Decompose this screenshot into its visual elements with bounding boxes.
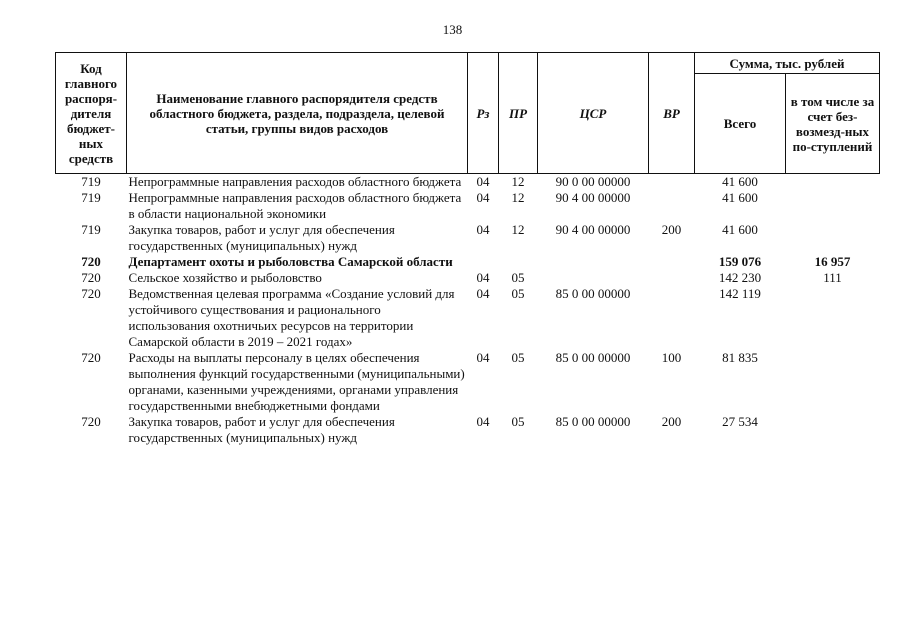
row-pr: 12 [511,190,525,205]
row-csr: 85 0 00 00000 [555,286,631,301]
row-pr: 05 [511,350,525,365]
header-rz: Рз [468,53,499,174]
row-free [786,222,880,254]
table-body [56,174,880,447]
row-csr: 85 0 00 00000 [555,414,631,429]
row-free [786,414,880,446]
row-free [786,350,880,414]
row-name: Непрограммные направления расходов областного бюджета в области национальной экономики [128,190,462,221]
header-vr: ВР [649,53,695,174]
row-pr: 12 [511,222,525,237]
row-free: 16 957 [814,254,851,269]
row-code: 720 [81,270,101,285]
row-pr: 05 [511,270,525,285]
row-vr: 200 [661,222,682,237]
row-total: 27 534 [722,414,758,429]
row-csr: 85 0 00 00000 [555,350,631,365]
row-rz: 04 [476,286,490,301]
row-code: 719 [81,222,101,237]
row-free [786,286,880,350]
budget-table [55,52,880,446]
row-rz: 04 [476,190,490,205]
row-vr: 200 [661,414,682,429]
row-free [786,174,880,191]
row-vr [649,286,695,350]
row-name: Сельское хозяйство и рыболовство [128,270,322,285]
table-row [56,254,880,270]
row-pr: 12 [511,174,525,189]
row-name: Закупка товаров, работ и услуг для обеспечения государственных (муниципальных) нужд [128,414,395,445]
row-vr [649,254,695,270]
row-total: 41 600 [722,222,758,237]
row-vr: 100 [661,350,682,365]
row-free [786,190,880,222]
row-name: Департамент охоты и рыболовства Самарской области [128,254,453,269]
table-row [56,270,880,286]
row-code: 720 [81,254,101,269]
row-vr [649,270,695,286]
row-total: 142 230 [718,270,762,285]
row-code: 720 [81,414,101,429]
table-row [56,190,880,222]
table-row [56,286,880,350]
row-total: 81 835 [722,350,758,365]
header-csr: ЦСР [538,53,649,174]
table-row [56,350,880,414]
row-code: 720 [81,286,101,301]
table-header [56,53,880,174]
row-total: 159 076 [718,254,762,269]
row-code: 719 [81,190,101,205]
header-sum: Сумма, тыс. рублей [695,53,880,74]
row-csr [538,254,649,270]
header-pr: ПР [499,53,538,174]
row-total: 142 119 [719,286,761,301]
row-pr [499,254,538,270]
row-pr: 05 [511,414,525,429]
row-name: Непрограммные направления расходов областного бюджета [128,174,462,189]
row-csr: 90 4 00 00000 [555,222,631,237]
row-pr: 05 [511,286,525,301]
row-name: Закупка товаров, работ и услуг для обеспечения государственных (муниципальных) нужд [128,222,395,253]
row-rz: 04 [476,222,490,237]
row-rz: 04 [476,174,490,189]
header-name: Наименование главного распорядителя средств областного бюджета, раздела, подраздела, целевой статьи, группы видов расходов [127,53,468,174]
row-rz: 04 [476,414,490,429]
header-total: Всего [695,74,786,174]
row-rz: 04 [476,270,490,285]
header-free: в том числе за счет без-возмезд-ных по-ступлений [786,74,880,174]
row-csr: 90 0 00 00000 [555,174,631,189]
row-csr [538,270,649,286]
row-vr [649,190,695,222]
table-row [56,222,880,254]
table-row [56,174,880,191]
row-code: 720 [81,350,101,365]
table-row [56,414,880,446]
row-vr [649,174,695,191]
row-total: 41 600 [722,174,758,189]
row-rz [468,254,499,270]
row-total: 41 600 [722,190,758,205]
row-rz: 04 [476,350,490,365]
row-name: Расходы на выплаты персоналу в целях обеспечения выполнения функций государственными (муниципальными) органами, казенными учреждениями, органами управления государственными внебюджетными фондами [128,350,465,413]
page-number: 138 [442,22,463,37]
row-code: 719 [81,174,101,189]
row-name: Ведомственная целевая программа «Создание условий для устойчивого существования и рационального использования охотничьих ресурсов на территории Самарской области в 2019 – 2021 годах» [128,286,455,349]
header-code: Код главного распоря-дителя бюджет-ных средств [56,53,127,174]
row-csr: 90 4 00 00000 [555,190,631,205]
row-free: 111 [823,270,842,285]
